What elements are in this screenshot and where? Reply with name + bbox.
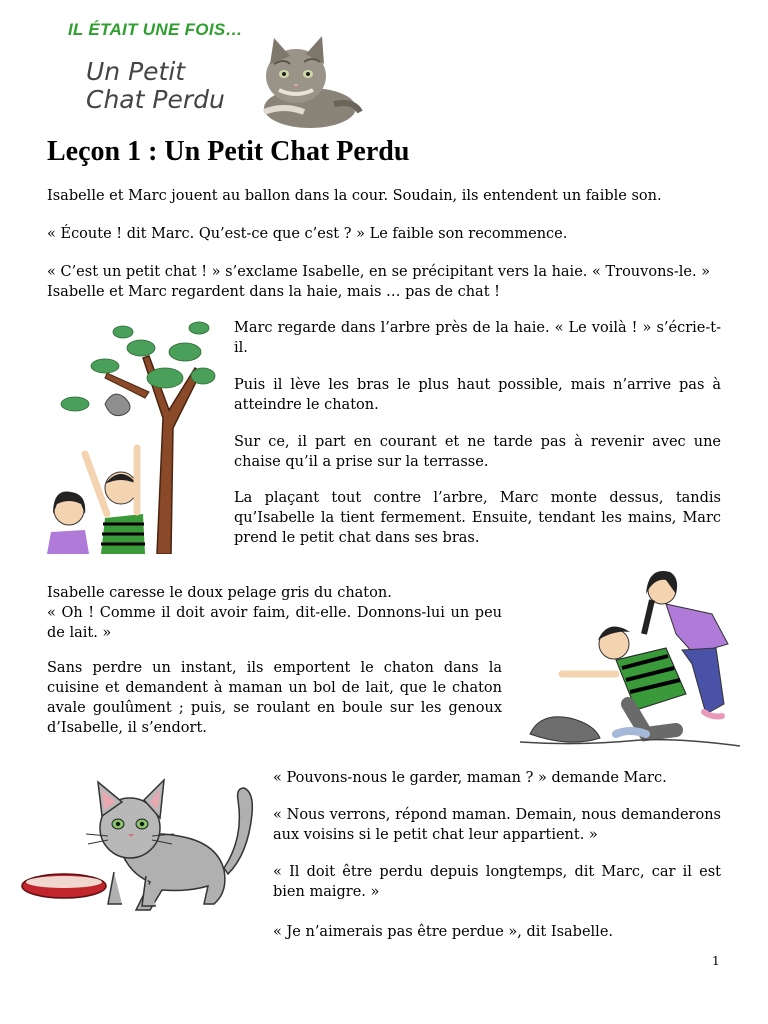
paragraph: « C’est un petit chat ! » s’exclame Isabelle, en se précipitant vers la haie. « Trouvons-le. » Isabelle et Marc regardent dans la haie, mais … pas de chat ! <box>47 264 711 300</box>
kitten-photo <box>244 34 364 134</box>
paragraph: Sur ce, il part en courant et ne tarde pas à revenir avec une chaise qu’il a prise sur la terrasse. <box>234 434 721 470</box>
paragraph: « Je n’aimerais pas être perdue », dit Isabelle. <box>273 924 614 940</box>
paragraph: La plaçant tout contre l’arbre, Marc monte dessus, tandis qu’Isabelle la tient fermement. Ensuite, tendant les mains, Marc prend le petit chat dans ses bras. <box>234 490 721 546</box>
logo-title-line1: Un Petit <box>86 57 186 86</box>
paragraph-group <box>47 583 502 643</box>
paragraph: « Écoute ! dit Marc. Qu’est-ce que c’est ? » Le faible son recommence. <box>47 226 568 242</box>
logo-tagline: IL ÉTAIT UNE FOIS… <box>68 20 243 39</box>
logo-title <box>86 58 225 114</box>
paragraph: Puis il lève les bras le plus haut possible, mais n’arrive pas à atteindre le chaton. <box>234 377 721 413</box>
paragraph: Sans perdre un instant, ils emportent le chaton dans la cuisine et demandent à maman un bol de lait, que le chaton avale goulûment ; puis, se roulant en boule sur les genoux d’Isabelle, il s’endort. <box>47 660 502 736</box>
lesson-title: Leçon 1 : Un Petit Chat Perdu <box>47 136 410 167</box>
paragraph: « Pouvons-nous le garder, maman ? » demande Marc. <box>273 770 667 786</box>
page-number: 1 <box>712 954 720 968</box>
children-tree-illustration <box>45 318 220 554</box>
children-kitten-illustration <box>516 564 744 754</box>
header-logo <box>62 16 362 132</box>
paragraph: « Oh ! Comme il doit avoir faim, dit-elle. Donnons-lui un peu de lait. » <box>47 605 502 641</box>
logo-title-line2: Chat Perdu <box>86 85 225 114</box>
paragraph: Isabelle et Marc jouent au ballon dans la cour. Soudain, ils entendent un faible son. <box>47 188 662 204</box>
kitten-bowl-illustration <box>18 772 263 920</box>
paragraph: « Il doit être perdu depuis longtemps, dit Marc, car il est bien maigre. » <box>273 864 721 900</box>
paragraph: Isabelle caresse le doux pelage gris du chaton. <box>47 585 392 601</box>
paragraph: Marc regarde dans l’arbre près de la haie. « Le voilà ! » s’écrie-t-il. <box>234 320 721 356</box>
paragraph: « Nous verrons, répond maman. Demain, nous demanderons aux voisins si le petit chat leur appartient. » <box>273 807 721 843</box>
